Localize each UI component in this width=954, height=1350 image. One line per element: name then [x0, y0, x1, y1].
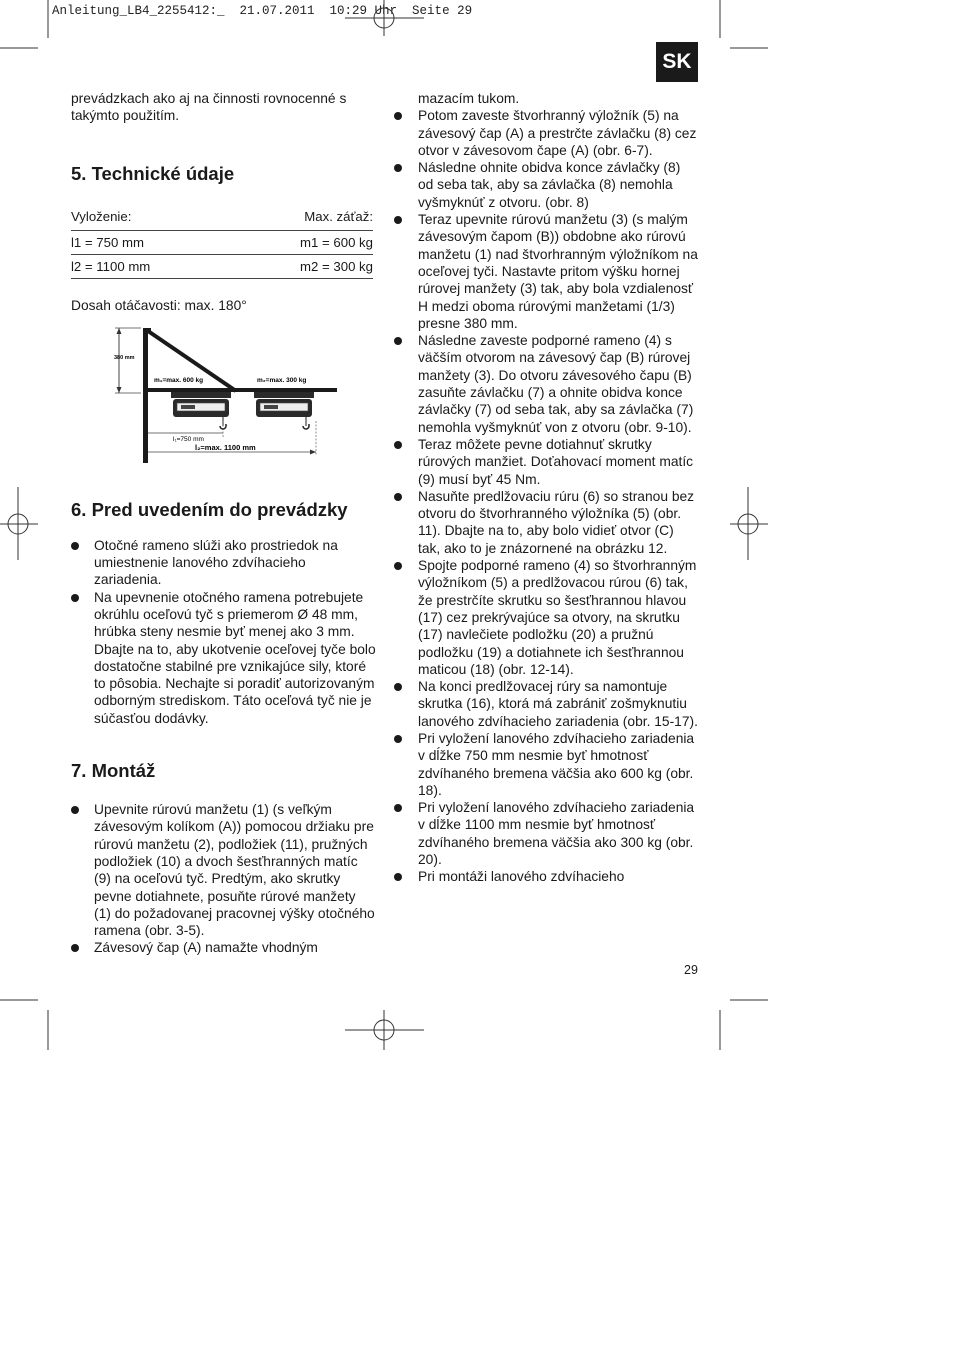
load-label-m1: m₁=max. 600 kg: [154, 376, 204, 384]
horizontal-arm: [148, 388, 337, 392]
intro-paragraph: prevádzkach ako aj na činnosti rovnocenné s takýmto použitím.: [71, 91, 347, 124]
height-label: 380 mm: [114, 354, 135, 361]
table-header-load: Max. záťaž:: [228, 205, 373, 231]
section-6-list: [71, 537, 376, 727]
bullet-icon: [394, 441, 402, 449]
list-item: Následne ohnite obidva konce závlačky (8) od seba tak, aby sa závlačka (8) nemohla vyšmyknúť z otvoru. (obr. 8): [394, 159, 699, 211]
swivel-range: Dosah otáčavosti: max. 180°: [71, 298, 247, 314]
table-row: [71, 230, 373, 254]
language-badge: SK: [656, 42, 698, 82]
bullet-icon: [71, 806, 79, 814]
length-label-l2: l₂=max. 1100 mm: [195, 442, 256, 452]
left-column: [71, 90, 376, 957]
table-cell: m1 = 600 kg: [228, 230, 373, 254]
bullet-icon: [71, 542, 79, 550]
list-item: Pri montáži lanového zdvíhacieho: [394, 868, 699, 885]
list-item: Následne zaveste podporné rameno (4) s väčším otvorom na závesový čap (B) rúrovej manžety (3). Do otvoru závesového čapu (B) zasuňte závlačku (7) a ohnite obidva konce závlačky (7) od seba tak, aby sa závlačka (7) nemohla vyšmyknúť von z otvoru (obr. 9-10).: [394, 332, 699, 436]
bullet-icon: [394, 493, 402, 501]
list-item: Upevnite rúrovú manžetu (1) (s veľkým závesovým kolíkom (A)) pomocou držiaku pre rúrovú manžetu (2), podložiek (11), pružných podložiek (10) a dvoch šesťhranných matíc (9) na oceľovú tyč. Predtým, ako skrutky pevne dotiahnete, posuňte rúrové manžety (1) do požadovanej pracovnej výšky otočného ramena (obr. 3-5).: [71, 801, 376, 939]
continued-text: mazacím tukom.: [418, 91, 520, 106]
bullet-icon: [394, 337, 402, 345]
bullet-icon: [394, 735, 402, 743]
bullet-icon: [71, 594, 79, 602]
hoist-1: [171, 392, 231, 429]
print-header: Anleitung_LB4_2255412:_ 21.07.2011 10:29 Uhr Seite 29: [52, 4, 473, 18]
bullet-icon: [394, 683, 402, 691]
bullet-icon: [394, 112, 402, 120]
section-7-heading: 7. Montáž: [71, 760, 156, 782]
list-item: Teraz môžete pevne dotiahnuť skrutky rúrových manžiet. Doťahovací moment matíc (9) musí byť 45 Nm.: [394, 436, 699, 488]
list-item: Závesový čap (A) namažte vhodným: [71, 939, 376, 956]
bullet-icon: [394, 562, 402, 570]
list-item: Nasuňte predlžovaciu rúru (6) so stranou bez otvoru do štvorhranného výložníka (5) (obr. 11). Dbajte na to, aby bolo vidieť otvor (C) tak, ako to je znázornené na obrázku 12.: [394, 488, 699, 557]
table-header-reach: Vyloženie:: [71, 205, 228, 231]
list-item: Na upevnenie otočného ramena potrebujete okrúhlu oceľovú tyč s priemerom Ø 48 mm, hrúbka steny nesmie byť menej ako 3 mm. Dbajte na to, aby ukotvenie oceľovej tyče bolo dostatočne stabilné pre vznikajúce sily, ktoré to pôsobia. Nechajte si poradiť autorizovaným odborným strediskom. Táto oceľová tyč nie je súčasťou dodávky.: [71, 589, 376, 727]
list-item: Spojte podporné rameno (4) so štvorhranným výložníkom (5) a predlžovacou rúrou (6) tak, že prestrčíte skrutku so šesťhrannou hlavou (17) cez prekrývajúce sa otvory, na skrutku (17) navlečiete podložku (20) a pružnú podložku (19) a dotiahnete ich šesťhrannou maticou (18) (obr. 12-14).: [394, 557, 699, 678]
section-6-heading: 6. Pred uvedením do prevádzky: [71, 498, 348, 520]
bullet-icon: [394, 164, 402, 172]
list-item: Pri vyložení lanového zdvíhacieho zariadenia v dĺžke 1100 mm nesmie byť hmotnosť zdvíhaného bremena väčšia ako 300 kg (obr. 20).: [394, 799, 699, 868]
list-item: Pri vyložení lanového zdvíhacieho zariadenia v dĺžke 750 mm nesmie byť hmotnosť zdvíhaného bremena väčšia ako 600 kg (obr. 18).: [394, 730, 699, 799]
technical-data-table: [71, 205, 373, 280]
bullet-icon: [394, 804, 402, 812]
right-column: [394, 90, 699, 886]
page-number: 29: [684, 963, 698, 977]
assembly-list: [394, 107, 699, 885]
section-5-heading: 5. Technické údaje: [71, 162, 235, 184]
list-item: Na konci predlžovacej rúry sa namontuje skrutka (16), ktorá má zabrániť zošmyknutiu lanového zdvíhacieho zariadenia (obr. 15-17).: [394, 678, 699, 730]
length-label-l1: l₁=750 mm: [173, 435, 204, 443]
load-label-m2: m₂=max. 300 kg: [257, 376, 307, 384]
list-item: Potom zaveste štvorhranný výložník (5) na závesový čap (A) a prestrčte závlačku (8) cez otvor v závesovom čape (A) (obr. 6-7).: [394, 107, 699, 159]
table-row: [71, 255, 373, 279]
bullet-icon: [394, 873, 402, 881]
table-cell: m2 = 300 kg: [228, 255, 373, 279]
bullet-icon: [394, 216, 402, 224]
table-cell: l1 = 750 mm: [71, 230, 228, 254]
list-item: Otočné rameno slúži ako prostriedok na umiestnenie lanového zdvíhacieho zariadenia.: [71, 537, 376, 589]
jib-arm-diagram: [111, 323, 381, 463]
bullet-icon: [71, 944, 79, 952]
mast-pole: [143, 328, 148, 463]
hoist-2: [254, 392, 314, 429]
section-7-list: [71, 801, 376, 957]
list-item: Teraz upevnite rúrovú manžetu (3) (s malým závesovým čapom (B)) obdobne ako rúrovú manžetu (1) nad štvorhranným výložníkom na oceľovej tyči. Nastavte pritom výšku hornej rúrovej manžety (3) tak, aby bola vzdialenosť H medzi oboma rúrovými manžetami (1/3) presne 380 mm.: [394, 211, 699, 332]
table-cell: l2 = 1100 mm: [71, 255, 228, 279]
